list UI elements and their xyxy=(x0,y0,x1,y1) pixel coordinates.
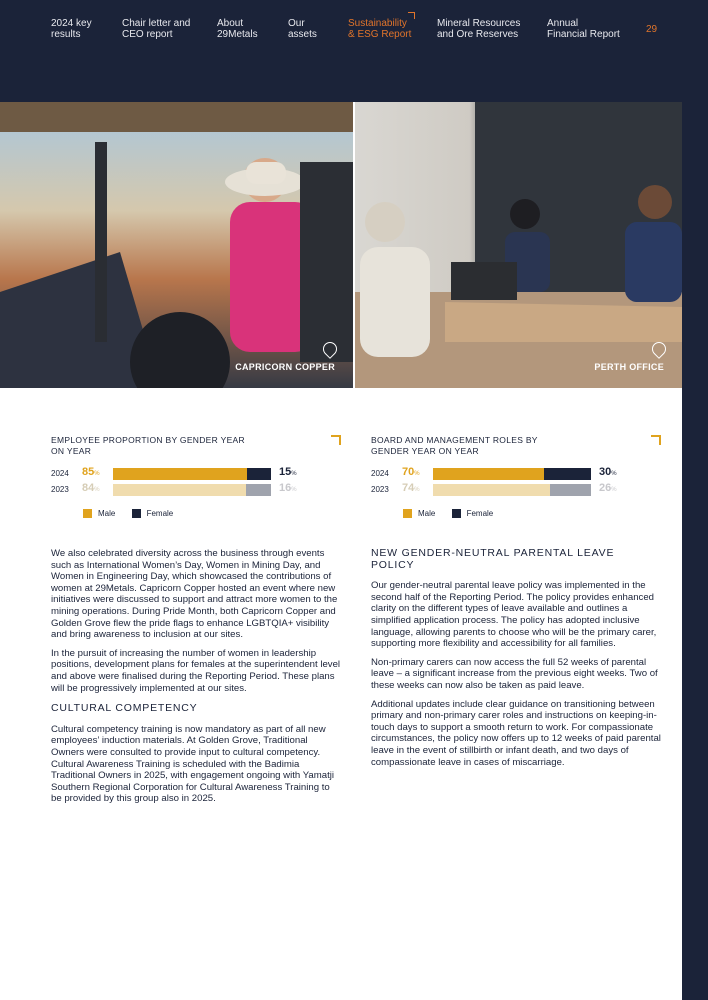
male-pct-2023: 84% xyxy=(82,482,100,494)
photo-caption: CAPRICORN COPPER xyxy=(235,362,335,372)
nav-mineral-resources[interactable]: Mineral Resources and Ore Reserves xyxy=(437,18,521,40)
corner-accent-icon xyxy=(331,435,341,445)
legend-male: Male xyxy=(403,509,435,518)
section-heading: NEW GENDER-NEUTRAL PARENTAL LEAVE POLICY xyxy=(371,547,615,571)
year-label: 2023 xyxy=(51,485,69,494)
nav-chair-letter[interactable]: Chair letter and CEO report xyxy=(122,18,191,40)
female-bar-segment xyxy=(544,468,591,480)
chart-legend xyxy=(83,509,187,518)
truck-driver-illustration xyxy=(0,102,353,388)
paragraph: Non-primary carers can now access the full 52 weeks of parental leave – a significant increase from the previous eight weeks. Two of these weeks can now also be taken as paid leave. xyxy=(371,656,658,691)
year-label: 2024 xyxy=(371,469,389,478)
bar-2023 xyxy=(433,484,591,496)
year-label: 2023 xyxy=(371,485,389,494)
nav-about[interactable]: About 29Metals xyxy=(217,18,258,40)
office-meeting-illustration xyxy=(355,102,682,388)
female-pct-2024: 30% xyxy=(599,466,617,478)
board-gender-chart xyxy=(371,435,661,525)
year-label: 2024 xyxy=(51,469,69,478)
paragraph: We also celebrated diversity across the business through events such as International Women’s Day, Women in Mining Day, and Women in Engineering Day, which showcased the contributions of women at 29Metals. Capricorn Copper hosted an event where new initiatives were discussed to support and attract more women to the mining operations. During Pride Month, both Capricorn Copper and Golden Grove flew the pride flags to enhance LGBTQIA+ visibility and bring awareness to inclusion at our sites. xyxy=(51,548,338,641)
corner-accent-icon xyxy=(651,435,661,445)
nav-our-assets[interactable]: Our assets xyxy=(288,18,317,40)
male-bar-segment xyxy=(433,484,550,496)
right-text-column xyxy=(371,548,661,775)
page-content xyxy=(0,102,682,1000)
male-pct-2024: 70% xyxy=(402,466,420,478)
right-edge-bar xyxy=(682,102,708,1000)
legend-male: Male xyxy=(83,509,115,518)
bar-2023 xyxy=(113,484,271,496)
bar-2024 xyxy=(433,468,591,480)
nav-sustainability[interactable]: Sustainability & ESG Report xyxy=(348,18,412,40)
female-bar-segment xyxy=(550,484,591,496)
chart-legend xyxy=(403,509,507,518)
page-number: 29 xyxy=(646,24,658,35)
male-pct-2023: 74% xyxy=(402,482,420,494)
chart-title: EMPLOYEE PROPORTION BY GENDER YEAR ON YEAR xyxy=(51,435,245,456)
nav-key-results[interactable]: 2024 key results xyxy=(51,18,92,40)
nav-financial-report[interactable]: Annual Financial Report xyxy=(547,18,620,40)
legend-female: Female xyxy=(132,509,174,518)
female-pct-2023: 16% xyxy=(279,482,297,494)
chart-title: BOARD AND MANAGEMENT ROLES BY GENDER YEAR ON YEAR xyxy=(371,435,538,456)
paragraph: Our gender-neutral parental leave policy was implemented in the second half of the Reporting Period. The policy provides enhanced clarity on the different types of leave available and outlines a simplified application process. The policy has adopted inclusive language, allowing parents to choose who will be the primary carer, supporting more flexibility and accessibility for all families. xyxy=(371,580,657,650)
photo-capricorn-copper xyxy=(0,102,353,388)
paragraph: In the pursuit of increasing the number of women in leadership positions, development plans for females at the superintendent level and above were finalised during the Reporting Period. These plans will be progressively implemented at our sites. xyxy=(51,647,341,694)
male-pct-2024: 85% xyxy=(82,466,100,478)
photo-perth-office xyxy=(355,102,682,388)
paragraph: Additional updates include clear guidance on transitioning between primary and non-primary carer roles and instructions on keeping-in-touch days to support a smooth return to work. For compassionate circumstances, the policy now offers up to 12 weeks of paid parental leave in the event of stillbirth or infant death, and two days of compassionate leave in cases of miscarriage. xyxy=(371,698,661,768)
employee-gender-chart xyxy=(51,435,341,525)
male-bar-segment xyxy=(113,468,247,480)
legend-female: Female xyxy=(452,509,494,518)
left-text-column xyxy=(51,548,341,812)
paragraph: Cultural competency training is now mandatory as part of all new employees’ induction materials. At Golden Grove, Traditional Owners were consulted to provide input to cultural competency. Cultural Awareness Training is scheduled with the Badimia Traditional Owners in 2025, with engagement ongoing with Yamatji Southern Regional Corporation for Cultural Awareness Training to be provided by this group also in 2025. xyxy=(51,723,335,805)
top-navigation xyxy=(0,0,708,102)
female-pct-2023: 26% xyxy=(599,482,617,494)
section-heading: CULTURAL COMPETENCY xyxy=(51,702,198,715)
male-bar-segment xyxy=(113,484,246,496)
male-bar-segment xyxy=(433,468,544,480)
female-bar-segment xyxy=(247,468,271,480)
female-pct-2024: 15% xyxy=(279,466,297,478)
bar-2024 xyxy=(113,468,271,480)
photo-caption: PERTH OFFICE xyxy=(594,362,664,372)
female-bar-segment xyxy=(246,484,271,496)
